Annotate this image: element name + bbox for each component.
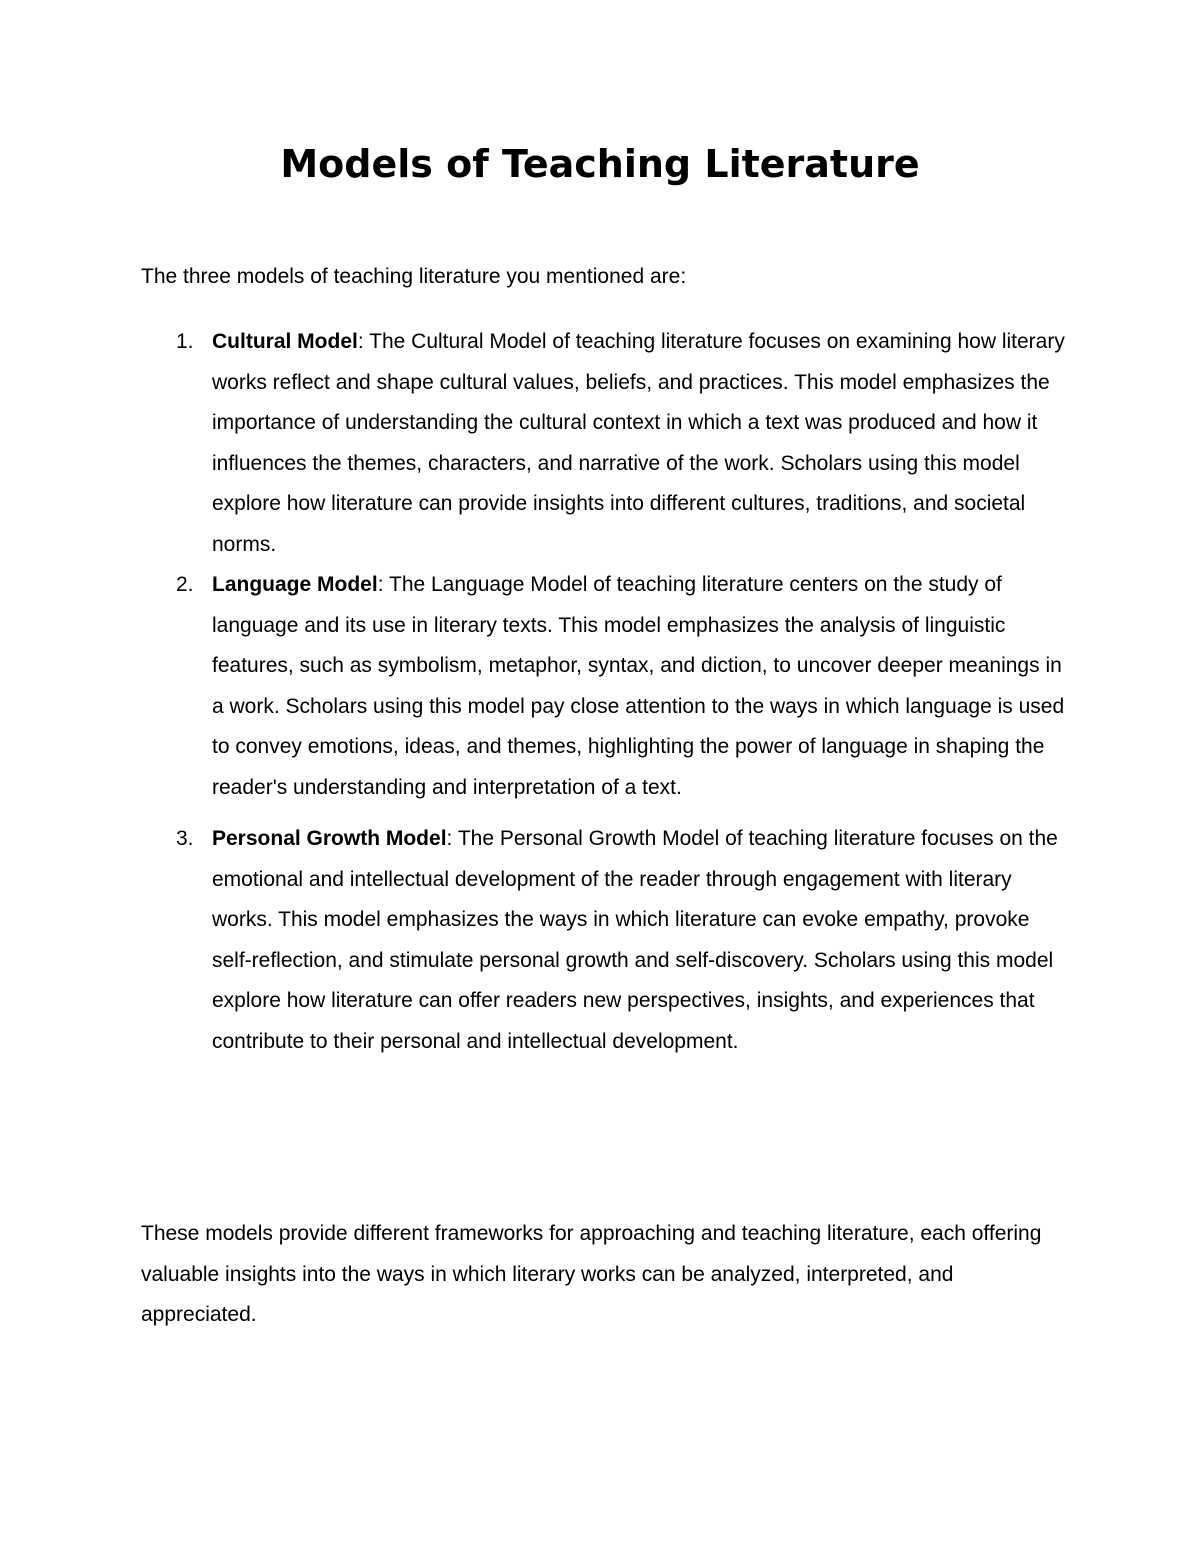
page-title: Models of Teaching Literature — [280, 142, 920, 186]
list-item-number: 1. — [176, 330, 194, 353]
list-item-term: Personal Growth Model — [212, 827, 447, 850]
list-item — [141, 565, 1071, 808]
list-item-separator: : — [357, 330, 364, 353]
list-item-separator: : — [446, 827, 453, 850]
list-item-text: The Personal Growth Model of teaching literature focuses on the emotional and intellectual development of the reader through engagement with literary works. This model emphasizes the ways in which literature can evoke empathy, provoke self-reflection, and stimulate personal growth and self-discovery. Scholars using this model explore how literature can offer readers new perspectives, insights, and experiences that contribute to their personal and intellectual development. — [212, 827, 1058, 1053]
models-list — [141, 322, 1071, 1062]
list-item — [141, 322, 1071, 565]
list-item-term: Language Model — [212, 573, 378, 596]
conclusion-paragraph: These models provide different frameworks for approaching and teaching literature, each offering valuable insights into the ways in which literary works can be analyzed, interpreted, and appreciated. — [141, 1222, 1042, 1326]
list-item-separator: : — [377, 573, 384, 596]
list-item-term: Cultural Model — [212, 330, 358, 353]
list-item — [141, 819, 1071, 1062]
list-item-text: The Cultural Model of teaching literature focuses on examining how literary works reflect and shape cultural values, beliefs, and practices. This model emphasizes the importance of understanding the cultural context in which a text was produced and how it influences the themes, characters, and narrative of the work. Scholars using this model explore how literature can provide insights into different cultures, traditions, and societal norms. — [212, 330, 1065, 556]
list-item-number: 2. — [176, 573, 194, 596]
list-item-text: The Language Model of teaching literature centers on the study of language and its use in literary texts. This model emphasizes the analysis of linguistic features, such as symbolism, metaphor, syntax, and diction, to uncover deeper meanings in a work. Scholars using this model pay close attention to the ways in which language is used to convey emotions, ideas, and themes, highlighting the power of language in shaping the reader's understanding and interpretation of a text. — [212, 573, 1065, 799]
intro-paragraph: The three models of teaching literature you mentioned are: — [141, 265, 687, 288]
list-item-number: 3. — [176, 827, 194, 850]
